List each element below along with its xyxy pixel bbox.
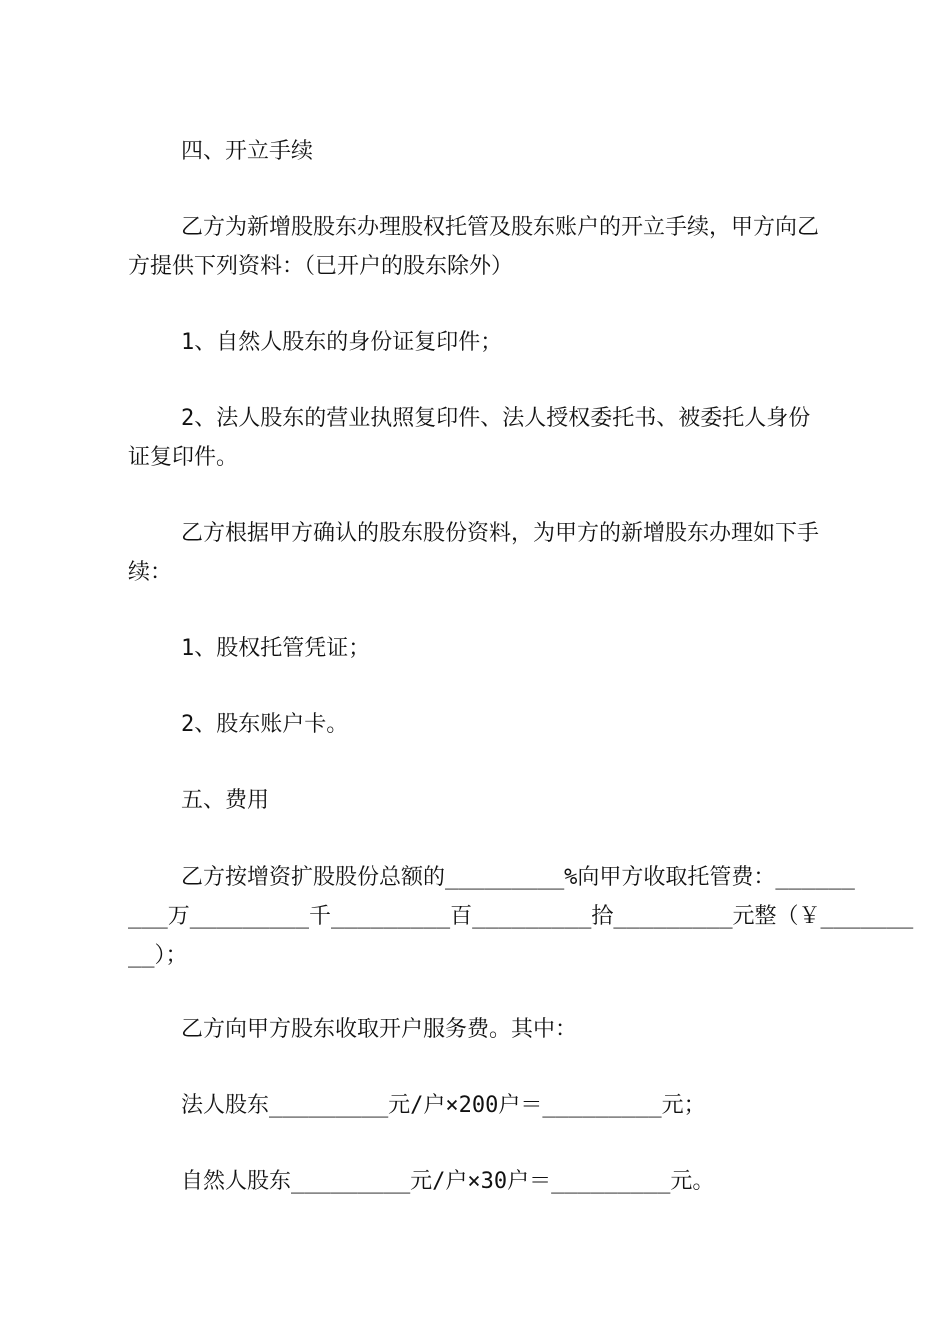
fee-line-natural-person: 自然人股东_________元/户×30户＝_________元。 — [128, 1169, 715, 1194]
list-item: 1、自然人股东的身份证复印件； — [128, 330, 503, 355]
section-heading-opening-procedures: 四、开立手续 — [128, 139, 313, 164]
paragraph-line: 乙方为新增股股东办理股权托管及股东账户的开立手续，甲方向乙 — [128, 215, 819, 240]
fee-paragraph-line: ___万_________千_________百_________拾_________元整（￥_______ — [128, 904, 914, 929]
paragraph-line: 乙方根据甲方确认的股东股份资料，为甲方的新增股东办理如下手 — [128, 521, 819, 546]
list-item-continuation: 证复印件。 — [128, 445, 239, 470]
list-item: 1、股权托管凭证； — [128, 636, 371, 661]
paragraph-line: 续： — [128, 560, 173, 585]
paragraph-line: 乙方向甲方股东收取开户服务费。其中： — [128, 1017, 577, 1042]
fee-line-legal-person: 法人股东_________元/户×200户＝_________元； — [128, 1093, 706, 1118]
section-heading-fees: 五、费用 — [128, 788, 269, 813]
list-item: 2、法人股东的营业执照复印件、法人授权委托书、被委托人身份 — [128, 406, 811, 431]
fee-paragraph-line: 乙方按增资扩股股份总额的_________%向甲方收取托管费：______ — [128, 865, 855, 890]
list-item: 2、股东账户卡。 — [128, 712, 349, 737]
fee-paragraph-line: __）； — [128, 943, 188, 968]
paragraph-line: 方提供下列资料：（已开户的股东除外） — [128, 254, 514, 279]
